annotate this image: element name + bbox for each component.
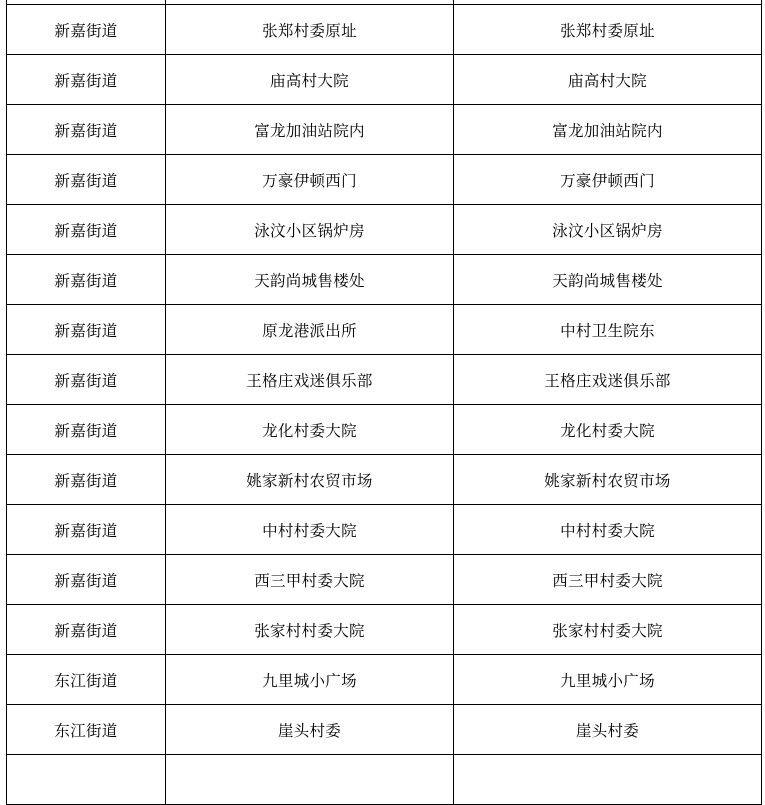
street-cell: 新嘉街道 [7,55,166,105]
table-row [7,705,762,755]
street-cell: 东江街道 [7,655,166,705]
location-b-cell: 张郑村委原址 [454,5,762,55]
location-a-cell [166,755,454,805]
table-row [7,555,762,605]
table-row [7,355,762,405]
table-row [7,605,762,655]
table-row [7,5,762,55]
location-b-cell: 富龙加油站院内 [454,105,762,155]
street-cell: 新嘉街道 [7,5,166,55]
location-a-cell: 万豪伊顿西门 [166,155,454,205]
location-a-cell: 西三甲村委大院 [166,555,454,605]
street-cell: 新嘉街道 [7,605,166,655]
location-a-cell: 中村村委大院 [166,505,454,555]
location-table-container [6,0,761,805]
street-cell: 东江街道 [7,705,166,755]
table-row [7,55,762,105]
table-row [7,105,762,155]
location-a-cell: 庙高村大院 [166,55,454,105]
table-row [7,755,762,805]
table-row [7,405,762,455]
street-cell: 新嘉街道 [7,455,166,505]
table-row [7,205,762,255]
location-b-cell: 中村卫生院东 [454,305,762,355]
location-a-cell: 张家村村委大院 [166,605,454,655]
location-table [6,0,762,805]
location-b-cell: 万豪伊顿西门 [454,155,762,205]
street-cell: 新嘉街道 [7,305,166,355]
location-a-cell: 富龙加油站院内 [166,105,454,155]
table-row [7,305,762,355]
table-row [7,255,762,305]
street-cell: 新嘉街道 [7,355,166,405]
location-b-cell: 中村村委大院 [454,505,762,555]
location-a-cell: 王格庄戏迷俱乐部 [166,355,454,405]
location-b-cell: 龙化村委大院 [454,405,762,455]
location-a-cell: 天韵尚城售楼处 [166,255,454,305]
street-cell [7,755,166,805]
street-cell: 新嘉街道 [7,505,166,555]
location-b-cell: 张家村村委大院 [454,605,762,655]
street-cell: 新嘉街道 [7,105,166,155]
table-body [7,0,762,805]
location-a-cell: 龙化村委大院 [166,405,454,455]
location-b-cell [454,755,762,805]
location-a-cell: 张郑村委原址 [166,5,454,55]
table-row [7,655,762,705]
location-b-cell: 王格庄戏迷俱乐部 [454,355,762,405]
street-cell: 新嘉街道 [7,555,166,605]
location-b-cell: 姚家新村农贸市场 [454,455,762,505]
location-b-cell: 天韵尚城售楼处 [454,255,762,305]
location-b-cell: 崖头村委 [454,705,762,755]
location-a-cell: 原龙港派出所 [166,305,454,355]
street-cell: 新嘉街道 [7,205,166,255]
location-a-cell: 泳汶小区锅炉房 [166,205,454,255]
location-a-cell: 崖头村委 [166,705,454,755]
street-cell: 新嘉街道 [7,155,166,205]
location-b-cell: 九里城小广场 [454,655,762,705]
table-row [7,505,762,555]
street-cell: 新嘉街道 [7,405,166,455]
location-b-cell: 庙高村大院 [454,55,762,105]
location-b-cell: 西三甲村委大院 [454,555,762,605]
location-b-cell: 泳汶小区锅炉房 [454,205,762,255]
location-a-cell: 九里城小广场 [166,655,454,705]
location-a-cell: 姚家新村农贸市场 [166,455,454,505]
street-cell: 新嘉街道 [7,255,166,305]
table-row [7,155,762,205]
table-row [7,455,762,505]
